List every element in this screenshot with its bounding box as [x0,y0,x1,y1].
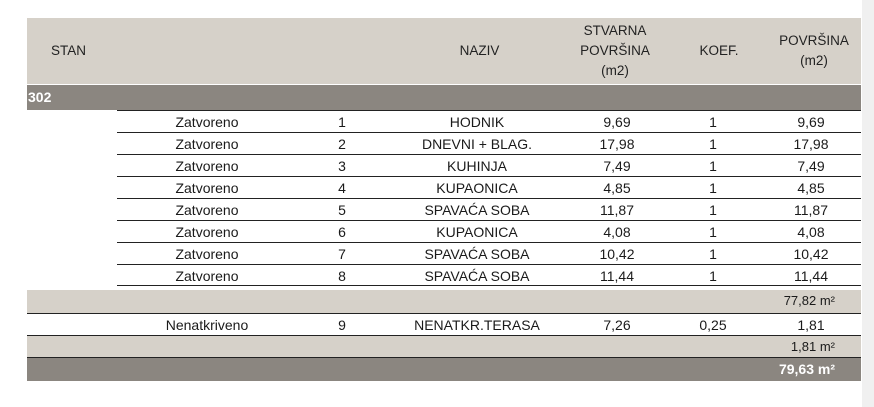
room-koef: 1 [709,136,717,152]
open-total: 1,81 m² [790,339,835,354]
table-row [117,220,861,242]
room-rows [117,110,861,286]
header-povrsina: POVRŠINA (m2) [779,33,849,68]
closed-total-row [27,290,861,313]
room-name: HODNIK [449,114,505,130]
room-name: SPAVAĆA SOBA [424,202,530,218]
room-povrsina: 17,98 [793,136,829,152]
room-name: DNEVNI + BLAG. [421,136,533,152]
room-area: 10,42 [599,246,635,262]
room-number: 8 [338,268,346,284]
unit-band [27,85,861,110]
room-area: 11,87 [600,202,634,218]
room-name: KUPAONICA [436,180,518,196]
room-koef: 1 [709,180,717,196]
room-name: SPAVAĆA SOBA [424,246,530,262]
room-area: 9,69 [603,114,631,130]
room-number: 4 [338,180,346,196]
header-stvarna-povrsina: STVARNA POVRŠINA (m2) [580,23,650,78]
room-povrsina: 11,87 [794,202,828,218]
table-row [117,154,861,176]
room-status: Zatvoreno [175,268,239,284]
table-row [117,264,861,286]
table-header [27,18,861,84]
room-koef: 1 [709,158,717,174]
room-status: Zatvoreno [175,136,239,152]
open-total-row [27,335,861,357]
room-number: 6 [338,224,346,240]
table-row [117,242,861,264]
room-koef: 1 [709,246,717,262]
room-name: KUPAONICA [436,224,518,240]
room-koef: 1 [709,114,717,130]
room-number: 7 [338,246,346,262]
room-status: Zatvoreno [175,202,239,218]
table-row [117,176,861,198]
room-status: Zatvoreno [175,224,239,240]
room-number: 9 [338,317,346,333]
room-povrsina: 4,08 [797,224,825,240]
header-naziv: NAZIV [459,43,500,58]
room-povrsina: 11,44 [794,268,828,284]
grand-total-row [27,357,861,381]
room-povrsina: 4,85 [797,180,825,196]
room-status: Nenatkriveno [165,317,249,333]
room-number: 3 [338,158,346,174]
table-row [117,110,861,132]
room-koef: 1 [709,224,717,240]
room-status: Zatvoreno [175,114,239,130]
room-area: 7,49 [603,158,631,174]
room-area: 7,26 [603,317,631,333]
room-area: 11,44 [600,268,634,284]
room-area: 4,85 [603,180,631,196]
open-room-row [27,313,861,335]
table-row [117,132,861,154]
room-koef: 1 [709,202,717,218]
room-number: 2 [338,136,346,152]
grand-total: 79,63 m² [778,361,835,377]
room-area: 17,98 [599,136,635,152]
room-povrsina: 1,81 [797,317,825,333]
room-povrsina: 7,49 [797,158,825,174]
table-row [117,198,861,220]
room-status: Zatvoreno [175,246,239,262]
room-koef: 1 [709,268,717,284]
room-status: Zatvoreno [175,158,239,174]
unit-number: 302 [28,89,52,105]
room-povrsina: 10,42 [793,246,829,262]
room-area: 4,08 [603,224,631,240]
page-edge [862,0,874,407]
room-name: SPAVAĆA SOBA [424,268,530,284]
closed-total: 77,82 m² [783,293,835,308]
room-name: KUHINJA [447,158,507,174]
header-stan: STAN [51,43,87,58]
room-number: 5 [338,202,346,218]
room-povrsina: 9,69 [797,114,825,130]
room-status: Zatvoreno [175,180,239,196]
header-koef: KOEF. [699,43,739,58]
room-koef: 0,25 [699,317,727,333]
room-number: 1 [338,114,346,130]
room-name: NENATKR.TERASA [414,317,540,333]
